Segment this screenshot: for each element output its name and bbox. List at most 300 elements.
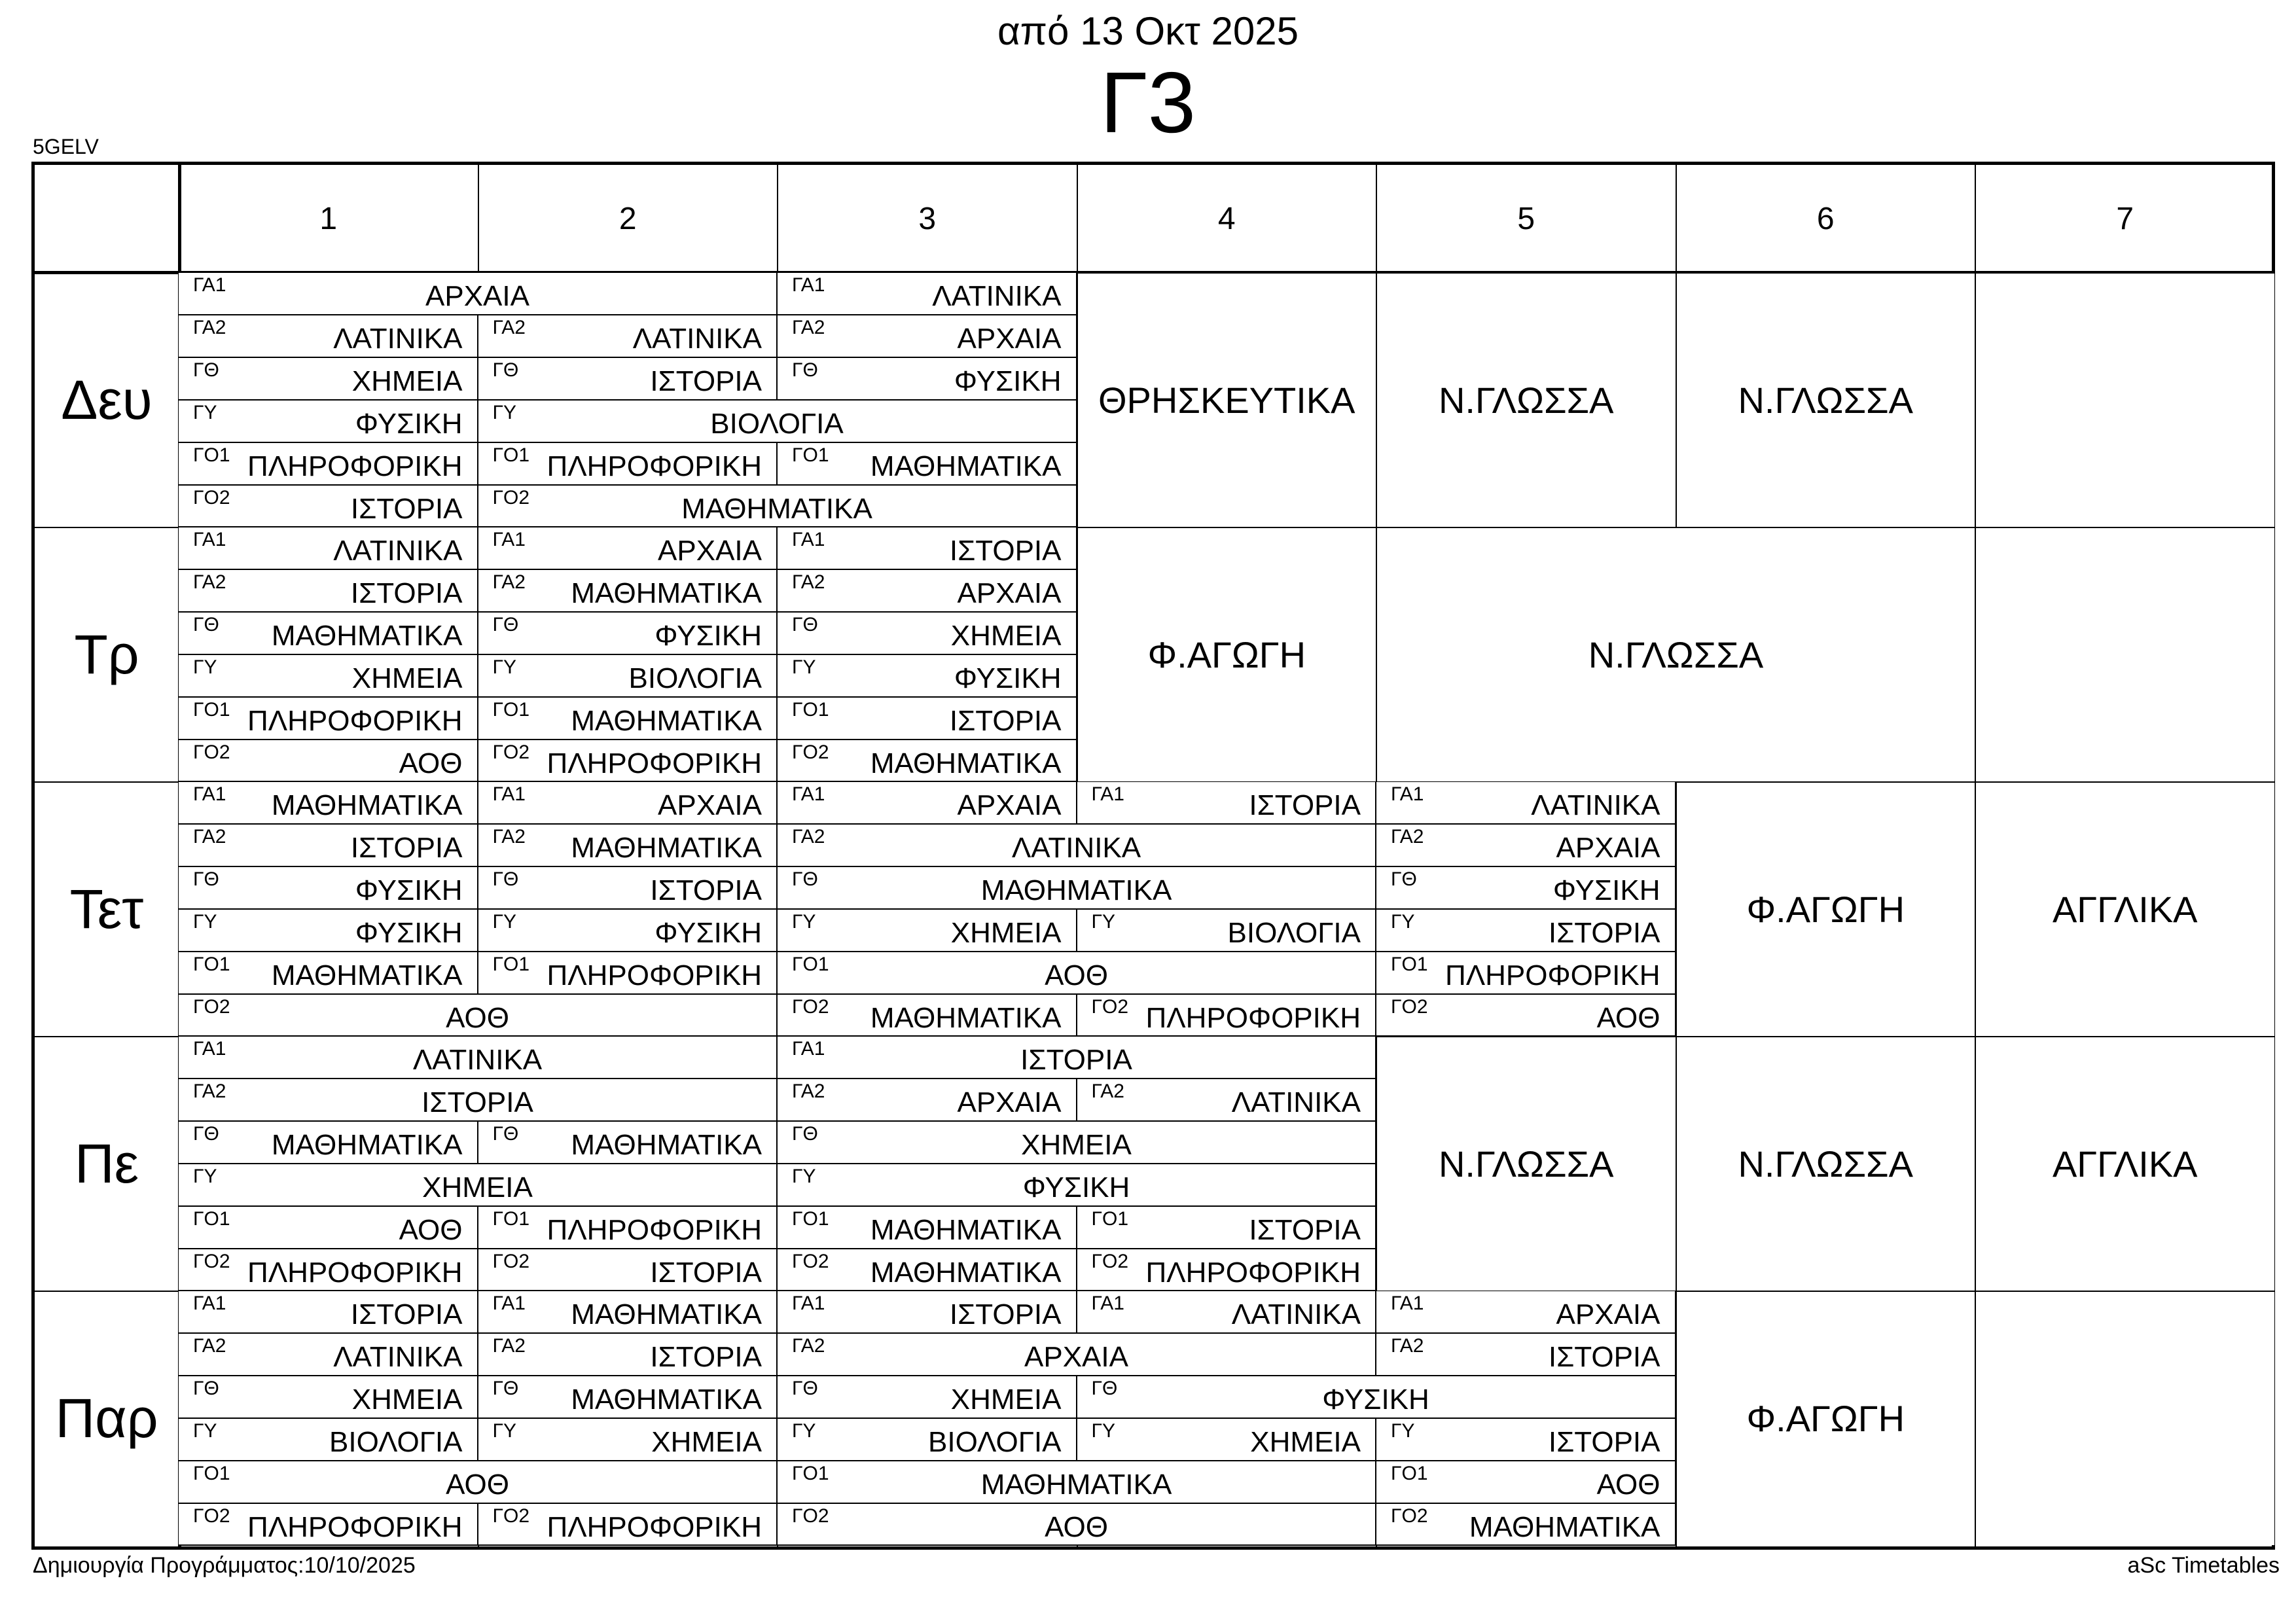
lesson-subject: ΠΛΗΡΟΦΟΡΙΚΗ (547, 450, 762, 482)
group-code: ΓΟ2 (1391, 1505, 1428, 1527)
group-code: ΓΑ2 (1391, 826, 1424, 847)
group-code: ΓΘ (1391, 868, 1417, 890)
group-lesson (179, 570, 478, 613)
day-header: Παρ (55, 1387, 158, 1449)
lesson-subject: ΦΥΣΙΚΗ (1552, 874, 1660, 906)
lesson-subject: ΙΣΤΟΡΙΑ (1548, 1426, 1660, 1458)
lesson-subject: ΛΑΤΙΝΙΚΑ (1011, 832, 1141, 864)
lesson-subject: ΘΡΗΣΚΕΥΤΙΚΑ (1098, 380, 1355, 421)
lesson-subject: ΜΑΘΗΜΑΤΙΚΑ (571, 1298, 762, 1330)
group-code: ΓΑ2 (193, 1080, 226, 1102)
lesson-subject: ΑΡΧΑΙΑ (957, 1086, 1062, 1118)
period-header: 2 (619, 202, 637, 236)
group-lesson (778, 952, 1376, 995)
group-code: ΓΑ2 (193, 571, 226, 593)
group-lesson (778, 358, 1077, 401)
group-lesson (1077, 1291, 1377, 1334)
group-lesson (478, 315, 778, 358)
group-lesson (778, 995, 1077, 1037)
group-lesson (478, 655, 778, 698)
group-lesson (1376, 1504, 1676, 1546)
group-code: ΓΑ2 (792, 317, 825, 338)
software-credit: aSc Timetables (2127, 1553, 2280, 1578)
group-code: ΓΥ (193, 911, 217, 933)
lesson-subject: ΜΑΘΗΜΑΤΙΚΑ (870, 747, 1062, 779)
group-lesson (1077, 1376, 1676, 1419)
group-lesson (1376, 910, 1676, 952)
group-code: ΓΟ1 (193, 699, 230, 721)
group-lesson (179, 1037, 778, 1079)
lesson-subject: ΜΑΘΗΜΑΤΙΚΑ (571, 705, 762, 737)
lesson-subject: ΙΣΤΟΡΙΑ (350, 832, 463, 864)
group-lesson (778, 273, 1077, 315)
group-code: ΓΘ (792, 868, 818, 890)
lesson-subject: ΧΗΜΕΙΑ (351, 1383, 463, 1416)
lesson-subject: ΑΡΧΑΙΑ (1024, 1341, 1128, 1373)
lesson-subject: ΜΑΘΗΜΑΤΙΚΑ (980, 1469, 1172, 1501)
lesson-subject: ΑΟΘ (446, 1002, 509, 1034)
lesson-subject: ΙΣΤΟΡΙΑ (350, 493, 463, 525)
day-header: Πε (74, 1133, 139, 1194)
lesson-subject: ΑΓΓΛΙΚΑ (2052, 889, 2198, 930)
group-code: ΓΑ1 (792, 274, 825, 296)
lesson-subject: ΜΑΘΗΜΑΤΙΚΑ (870, 1002, 1062, 1034)
group-lesson (778, 527, 1077, 570)
group-lesson (778, 613, 1077, 655)
group-code: ΓΥ (193, 656, 217, 678)
period-header: 4 (1217, 202, 1236, 236)
group-lesson (778, 867, 1376, 910)
group-code: ΓΥ (792, 1166, 816, 1187)
lesson-subject: ΙΣΤΟΡΙΑ (650, 1257, 762, 1289)
group-lesson (179, 358, 478, 401)
lesson-subject: ΧΗΜΕΙΑ (1250, 1426, 1361, 1458)
group-code: ΓΟ2 (492, 1251, 530, 1272)
group-code: ΓΟ1 (193, 1463, 230, 1484)
group-lesson (179, 782, 478, 825)
group-code: ΓΑ1 (492, 529, 526, 550)
period-header: 7 (2116, 202, 2134, 236)
group-code: ΓΑ2 (1391, 1335, 1424, 1357)
group-lesson (478, 570, 778, 613)
lesson-subject: ΙΣΤΟΡΙΑ (650, 874, 762, 906)
lesson-subject: ΑΡΧΑΙΑ (957, 789, 1062, 821)
lesson-subject: ΠΛΗΡΟΦΟΡΙΚΗ (247, 1511, 463, 1543)
group-lesson (1376, 867, 1676, 910)
group-code: ΓΟ1 (1391, 1463, 1428, 1484)
group-lesson (478, 1334, 778, 1376)
lesson-subject: ΧΗΜΕΙΑ (950, 917, 1062, 949)
group-lesson (778, 1164, 1376, 1207)
lesson-subject: ΠΛΗΡΟΦΟΡΙΚΗ (1145, 1002, 1361, 1034)
group-code: ΓΟ1 (492, 954, 530, 975)
group-code: ΓΥ (193, 1166, 217, 1187)
group-code: ΓΟ1 (492, 699, 530, 721)
lesson-subject: ΜΑΘΗΜΑΤΙΚΑ (1469, 1511, 1660, 1543)
lesson-subject: ΠΛΗΡΟΦΟΡΙΚΗ (247, 1257, 463, 1289)
group-code: ΓΑ1 (492, 783, 526, 805)
lesson-subject: ΑΡΧΑΙΑ (425, 280, 529, 312)
group-code: ΓΟ1 (792, 1463, 829, 1484)
group-lesson (1077, 910, 1377, 952)
group-code: ΓΟ1 (492, 1208, 530, 1230)
lesson-subject: Ν.ΓΛΩΣΣΑ (1738, 380, 1914, 421)
group-code: ΓΑ1 (193, 1293, 226, 1314)
lesson-subject: ΑΡΧΑΙΑ (658, 535, 762, 567)
lesson-subject: ΒΙΟΛΟΓΙΑ (628, 662, 762, 694)
group-lesson (179, 952, 478, 995)
group-lesson (478, 443, 778, 486)
lesson-subject: ΠΛΗΡΟΦΟΡΙΚΗ (1145, 1257, 1361, 1289)
group-code: ΓΑ1 (792, 529, 825, 550)
lesson-block (1976, 528, 2274, 781)
lesson-subject: ΙΣΤΟΡΙΑ (1548, 917, 1660, 949)
lesson-subject: ΑΓΓΛΙΚΑ (2052, 1143, 2198, 1185)
group-code: ΓΑ2 (193, 317, 226, 338)
group-lesson (778, 1376, 1077, 1419)
group-lesson (778, 1037, 1376, 1079)
group-code: ΓΥ (492, 402, 517, 423)
group-lesson (478, 486, 1077, 527)
lesson-subject: ΛΑΤΙΝΙΚΑ (1231, 1086, 1361, 1118)
lesson-subject: Ν.ΓΛΩΣΣΑ (1438, 1143, 1614, 1185)
lesson-block (1078, 274, 1376, 527)
group-code: ΓΑ1 (193, 529, 226, 550)
lesson-subject: ΙΣΤΟΡΙΑ (949, 1298, 1062, 1330)
group-lesson (778, 782, 1077, 825)
group-code: ΓΥ (792, 656, 816, 678)
group-code: ΓΟ2 (1391, 996, 1428, 1018)
group-code: ΓΥ (492, 911, 517, 933)
group-lesson (1376, 1334, 1676, 1376)
day-header: Δευ (61, 369, 152, 431)
lesson-block (1677, 1292, 1975, 1545)
period-header: 3 (918, 202, 937, 236)
lesson-block (1976, 1037, 2274, 1291)
group-code: ΓΥ (1391, 911, 1415, 933)
group-code: ΓΘ (492, 868, 519, 890)
group-code: ΓΥ (492, 656, 517, 678)
lesson-subject: Ν.ΓΛΩΣΣΑ (1588, 634, 1764, 675)
lesson-subject: ΒΙΟΛΟΓΙΑ (710, 408, 844, 440)
lesson-subject: Φ.ΑΓΩΓΗ (1147, 634, 1306, 675)
group-lesson (478, 1504, 778, 1546)
lesson-block (1976, 783, 2274, 1036)
lesson-subject: ΧΗΜΕΙΑ (950, 620, 1062, 652)
group-code: ΓΟ1 (792, 699, 829, 721)
group-lesson (179, 1504, 478, 1546)
group-lesson (778, 825, 1376, 867)
lesson-subject: ΦΥΣΙΚΗ (1322, 1383, 1429, 1416)
group-lesson (778, 1079, 1077, 1122)
lesson-subject: ΙΣΤΟΡΙΑ (949, 535, 1062, 567)
group-code: ΓΥ (792, 911, 816, 933)
lesson-subject: ΛΑΤΙΝΙΚΑ (632, 323, 762, 355)
day-header: Τρ (74, 624, 139, 685)
lesson-subject: ΜΑΘΗΜΑΤΙΚΑ (870, 1214, 1062, 1246)
group-lesson (478, 1419, 778, 1461)
group-code: ΓΟ2 (1091, 996, 1129, 1018)
lesson-subject: ΠΛΗΡΟΦΟΡΙΚΗ (247, 705, 463, 737)
group-code: ΓΥ (1391, 1420, 1415, 1442)
lesson-subject: ΙΣΤΟΡΙΑ (350, 577, 463, 609)
lesson-subject: ΦΥΣΙΚΗ (655, 917, 762, 949)
group-lesson (478, 1122, 778, 1164)
group-code: ΓΑ2 (193, 826, 226, 847)
group-code: ΓΥ (193, 402, 217, 423)
group-lesson (179, 315, 478, 358)
lesson-subject: ΑΟΘ (1596, 1002, 1660, 1034)
lesson-subject: ΜΑΘΗΜΑΤΙΚΑ (571, 832, 762, 864)
lesson-subject: ΛΑΤΙΝΙΚΑ (1231, 1298, 1361, 1330)
group-code: ΓΥ (1091, 911, 1116, 933)
group-code: ΓΑ2 (492, 571, 526, 593)
lesson-subject: ΛΑΤΙΝΙΚΑ (333, 1341, 463, 1373)
group-lesson (179, 1079, 778, 1122)
school-code: 5GELV (33, 135, 99, 158)
lesson-subject: ΜΑΘΗΜΑΤΙΚΑ (870, 1257, 1062, 1289)
group-code: ΓΘ (193, 1378, 219, 1399)
group-code: ΓΑ2 (792, 826, 825, 847)
group-lesson (1376, 1419, 1676, 1461)
group-lesson (179, 1419, 478, 1461)
group-lesson (1376, 995, 1676, 1037)
group-code: ΓΟ1 (792, 444, 829, 466)
group-code: ΓΑ2 (1091, 1080, 1124, 1102)
group-lesson (179, 825, 478, 867)
lesson-subject: ΒΙΟΛΟΓΙΑ (329, 1426, 463, 1458)
lesson-subject: ΠΛΗΡΟΦΟΡΙΚΗ (247, 450, 463, 482)
lesson-subject: ΦΥΣΙΚΗ (954, 662, 1062, 694)
group-code: ΓΑ1 (792, 1293, 825, 1314)
period-header: 1 (319, 202, 338, 236)
group-lesson (778, 1291, 1077, 1334)
created-date: Δημιουργία Προγράμματος:10/10/2025 (33, 1553, 416, 1578)
lesson-subject: ΙΣΤΟΡΙΑ (949, 705, 1062, 737)
lesson-subject: ΛΑΤΙΝΙΚΑ (412, 1044, 543, 1076)
lesson-subject: ΒΙΟΛΟΓΙΑ (1227, 917, 1361, 949)
group-lesson (179, 740, 478, 782)
group-code: ΓΑ2 (193, 1335, 226, 1357)
group-code: ΓΟ2 (193, 1505, 230, 1527)
group-code: ΓΟ1 (792, 954, 829, 975)
lesson-subject: ΜΑΘΗΜΑΤΙΚΑ (681, 493, 872, 525)
group-lesson (179, 1249, 478, 1291)
lesson-subject: ΙΣΤΟΡΙΑ (1249, 1214, 1361, 1246)
lesson-subject: ΠΛΗΡΟΦΟΡΙΚΗ (547, 747, 762, 779)
group-lesson (179, 1461, 778, 1504)
lesson-subject: ΙΣΤΟΡΙΑ (1249, 789, 1361, 821)
group-code: ΓΑ1 (1091, 1293, 1124, 1314)
lesson-subject: ΜΑΘΗΜΑΤΙΚΑ (870, 450, 1062, 482)
lesson-subject: ΦΥΣΙΚΗ (355, 874, 463, 906)
group-code: ΓΘ (193, 1123, 219, 1145)
lesson-subject: ΑΟΘ (446, 1469, 509, 1501)
lesson-subject: ΑΡΧΑΙΑ (957, 323, 1062, 355)
lesson-subject: ΜΑΘΗΜΑΤΙΚΑ (271, 620, 463, 652)
group-lesson (478, 613, 778, 655)
group-lesson (179, 527, 478, 570)
group-code: ΓΟ1 (1091, 1208, 1129, 1230)
group-lesson (1077, 1207, 1377, 1249)
group-lesson (778, 1334, 1376, 1376)
group-lesson (1376, 1461, 1676, 1504)
group-lesson (478, 910, 778, 952)
lesson-subject: ΑΟΘ (1045, 959, 1108, 991)
group-lesson (179, 910, 478, 952)
lesson-subject: ΜΑΘΗΜΑΤΙΚΑ (571, 577, 762, 609)
group-lesson (179, 1164, 778, 1207)
group-lesson (1077, 995, 1377, 1037)
group-lesson (778, 1207, 1077, 1249)
group-code: ΓΟ1 (193, 444, 230, 466)
lesson-subject: Ν.ΓΛΩΣΣΑ (1738, 1143, 1914, 1185)
group-code: ΓΑ1 (1391, 783, 1424, 805)
group-lesson (778, 1249, 1077, 1291)
lesson-subject: ΙΣΤΟΡΙΑ (422, 1086, 533, 1118)
group-lesson (778, 1504, 1376, 1546)
lesson-subject: ΜΑΘΗΜΑΤΙΚΑ (571, 1383, 762, 1416)
group-code: ΓΑ1 (193, 783, 226, 805)
group-code: ΓΑ2 (492, 1335, 526, 1357)
group-lesson (179, 613, 478, 655)
lesson-subject: Φ.ΑΓΩΓΗ (1746, 1398, 1905, 1439)
lesson-subject: ΙΣΤΟΡΙΑ (1548, 1341, 1660, 1373)
group-lesson (778, 570, 1077, 613)
group-lesson (179, 867, 478, 910)
lesson-block (1677, 783, 1975, 1036)
group-lesson (478, 782, 778, 825)
group-lesson (478, 1207, 778, 1249)
lesson-subject: ΧΗΜΕΙΑ (1021, 1129, 1132, 1161)
group-lesson (1077, 1079, 1377, 1122)
group-lesson (778, 1122, 1376, 1164)
lesson-subject: ΛΑΤΙΝΙΚΑ (932, 280, 1062, 312)
group-lesson (179, 1334, 478, 1376)
group-code: ΓΟ2 (792, 741, 829, 763)
group-code: ΓΑ2 (792, 571, 825, 593)
lesson-subject: ΙΣΤΟΡΙΑ (650, 365, 762, 397)
group-code: ΓΟ2 (1091, 1251, 1129, 1272)
group-code: ΓΑ1 (492, 1293, 526, 1314)
group-lesson (478, 401, 1077, 443)
lesson-block (1377, 274, 1676, 527)
lesson-subject: ΜΑΘΗΜΑΤΙΚΑ (271, 789, 463, 821)
lesson-subject: ΠΛΗΡΟΦΟΡΙΚΗ (547, 1214, 762, 1246)
group-code: ΓΟ1 (792, 1208, 829, 1230)
group-code: ΓΘ (492, 1123, 519, 1145)
group-code: ΓΟ2 (193, 996, 230, 1018)
group-code: ΓΑ2 (792, 1335, 825, 1357)
lesson-subject: Ν.ΓΛΩΣΣΑ (1438, 380, 1614, 421)
group-lesson (478, 1376, 778, 1419)
lesson-subject: ΦΥΣΙΚΗ (655, 620, 762, 652)
group-code: ΓΘ (492, 359, 519, 381)
group-code: ΓΘ (792, 359, 818, 381)
group-code: ΓΑ2 (792, 1080, 825, 1102)
group-code: ΓΥ (792, 1420, 816, 1442)
group-lesson (778, 910, 1077, 952)
group-lesson (478, 952, 778, 995)
group-code: ΓΥ (193, 1420, 217, 1442)
group-lesson (778, 443, 1077, 486)
group-lesson (1376, 825, 1676, 867)
group-code: ΓΘ (492, 1378, 519, 1399)
group-lesson (1376, 952, 1676, 995)
group-lesson (179, 1291, 478, 1334)
group-code: ΓΑ1 (193, 274, 226, 296)
period-header: 5 (1517, 202, 1535, 236)
group-lesson (478, 527, 778, 570)
lesson-subject: ΦΥΣΙΚΗ (355, 917, 463, 949)
group-code: ΓΑ1 (1391, 1293, 1424, 1314)
group-lesson (179, 273, 778, 315)
group-lesson (179, 486, 478, 527)
lesson-subject: ΠΛΗΡΟΦΟΡΙΚΗ (547, 1511, 762, 1543)
group-code: ΓΘ (792, 1378, 818, 1399)
group-code: ΓΟ1 (1391, 954, 1428, 975)
lesson-subject: ΧΗΜΕΙΑ (351, 365, 463, 397)
lesson-subject: ΑΡΧΑΙΑ (1556, 1298, 1660, 1330)
group-lesson (778, 1461, 1376, 1504)
group-code: ΓΑ1 (1091, 783, 1124, 805)
lesson-subject: Φ.ΑΓΩΓΗ (1746, 889, 1905, 930)
lesson-subject: ΑΡΧΑΙΑ (658, 789, 762, 821)
group-lesson (778, 655, 1077, 698)
group-lesson (1376, 782, 1676, 825)
lesson-subject: ΠΛΗΡΟΦΟΡΙΚΗ (547, 959, 762, 991)
group-code: ΓΥ (492, 1420, 517, 1442)
lesson-subject: ΧΗΜΕΙΑ (651, 1426, 762, 1458)
group-code: ΓΟ1 (492, 444, 530, 466)
lesson-subject: ΑΟΘ (399, 1214, 463, 1246)
group-lesson (478, 825, 778, 867)
group-lesson (1077, 1419, 1377, 1461)
group-code: ΓΑ1 (792, 1038, 825, 1060)
lesson-subject: ΑΟΘ (1596, 1469, 1660, 1501)
group-lesson (179, 1207, 478, 1249)
group-lesson (478, 358, 778, 401)
lesson-block (1677, 1037, 1975, 1291)
lesson-subject: ΑΟΘ (1045, 1511, 1108, 1543)
lesson-subject: ΜΑΘΗΜΑΤΙΚΑ (571, 1129, 762, 1161)
lesson-subject: ΧΗΜΕΙΑ (950, 1383, 1062, 1416)
timetable-date: από 13 Οκτ 2025 (997, 9, 1299, 53)
period-header: 6 (1816, 202, 1835, 236)
lesson-block (1377, 1037, 1676, 1291)
group-code: ΓΟ2 (792, 1505, 829, 1527)
lesson-subject: ΑΟΘ (399, 747, 463, 779)
group-lesson (179, 443, 478, 486)
group-code: ΓΟ2 (492, 1505, 530, 1527)
lesson-subject: ΜΑΘΗΜΑΤΙΚΑ (980, 874, 1172, 906)
group-lesson (179, 995, 778, 1037)
group-code: ΓΑ1 (792, 783, 825, 805)
group-code: ΓΘ (492, 614, 519, 635)
group-code: ΓΟ1 (193, 1208, 230, 1230)
group-code: ΓΘ (792, 1123, 818, 1145)
group-code: ΓΑ2 (492, 826, 526, 847)
lesson-block (1976, 274, 2274, 527)
lesson-block (1377, 528, 1975, 781)
group-lesson (478, 698, 778, 740)
group-code: ΓΘ (193, 868, 219, 890)
group-lesson (778, 698, 1077, 740)
lesson-subject: ΜΑΘΗΜΑΤΙΚΑ (271, 1129, 463, 1161)
group-lesson (478, 867, 778, 910)
group-code: ΓΟ2 (492, 487, 530, 508)
timetable-grid (31, 162, 2275, 1550)
